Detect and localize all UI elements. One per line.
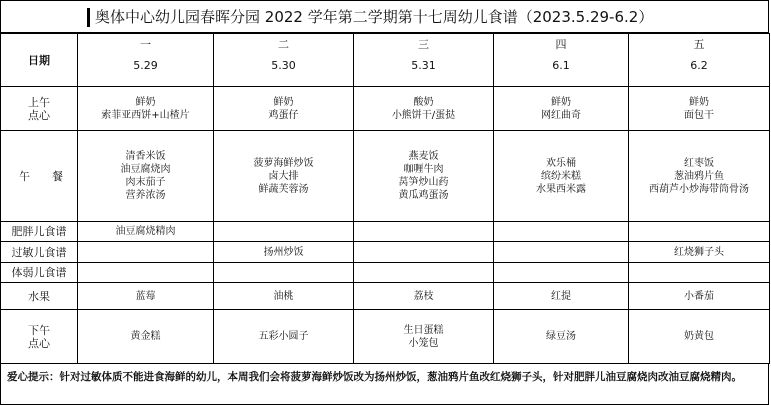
menu-item: 鲜奶: [689, 96, 709, 108]
menu-cell-lunch: [354, 131, 494, 222]
menu-item: 小熊饼干/蛋挞: [391, 109, 456, 121]
menu-cell-snack-pm: [78, 310, 214, 364]
menu-item: 酸奶: [413, 96, 434, 108]
menu-cell-weak: [78, 263, 214, 283]
menu-item: 网红曲奇: [541, 109, 581, 121]
menu-cell-obese: [214, 222, 354, 242]
menu-cell-fruit: [494, 283, 629, 310]
date: 5.30: [271, 59, 296, 72]
menu-item: 燕麦饭: [408, 151, 439, 162]
day-header: [354, 34, 494, 87]
menu-item: 油豆腐烧肉: [120, 164, 171, 175]
title-bar: [0, 0, 769, 33]
menu-item: 索菲亚西饼+山楂片: [101, 109, 190, 121]
menu-cell-obese: [494, 222, 629, 242]
menu-cell-lunch: [78, 131, 214, 222]
row-date: [1, 34, 770, 87]
menu-item: 红烧狮子头: [674, 246, 724, 258]
menu-item: 咖喱牛肉: [403, 164, 444, 175]
menu-item: 扬州炒饭: [263, 246, 304, 258]
notice-text: ：针对过敏体质不能进食海鲜的幼儿，本周我们会将菠萝海鲜炒饭改为扬州炒饭，葱油鸦片鱼改红烧狮子头，针对肥胖儿油豆腐烧肉改油豆腐烧精肉。: [49, 371, 742, 383]
menu-item: 卤大排: [268, 170, 299, 182]
menu-item: 小番茄: [684, 290, 714, 302]
row-label-fruit: 水果: [1, 283, 78, 310]
date: 6.1: [552, 59, 570, 72]
menu-item: 水果西米露: [536, 183, 586, 195]
date: 6.2: [690, 59, 708, 72]
menu-cell-allergy: [214, 242, 354, 263]
row-label-obese: 肥胖儿食谱: [1, 222, 78, 242]
menu-item: 红提: [551, 290, 571, 302]
day-header: [494, 34, 629, 87]
menu-table: [0, 33, 770, 364]
menu-item: 鲜奶: [551, 96, 571, 108]
menu-cell-snack-am: [629, 87, 770, 131]
row-label-lunch: 午 餐: [1, 131, 78, 222]
menu-item: 欢乐桶: [546, 157, 576, 169]
row-label-date: 日期: [1, 34, 78, 87]
weekday: 五: [693, 38, 705, 51]
row-lunch: [1, 131, 770, 222]
menu-item: 红枣饭: [684, 157, 714, 169]
menu-cell-snack-pm: [494, 310, 629, 364]
menu-cell-snack-pm: [354, 310, 494, 364]
menu-item: 绿豆汤: [546, 331, 576, 342]
menu-item: 菠萝海鲜炒饭: [253, 157, 314, 169]
menu-item: 五彩小圆子: [258, 331, 309, 342]
row-label-snack-pm: [1, 310, 78, 364]
menu-cell-snack-am: [214, 87, 354, 131]
menu-cell-allergy: [494, 242, 629, 263]
menu-cell-obese: [354, 222, 494, 242]
menu-item: 黄金糕: [130, 331, 161, 342]
menu-cell-fruit: [354, 283, 494, 310]
menu-cell-allergy: [78, 242, 214, 263]
notice: [0, 363, 769, 405]
menu-cell-obese: [629, 222, 770, 242]
menu-item: 葱油鸦片鱼: [674, 170, 724, 182]
row-allergy: [1, 242, 770, 263]
day-header: [629, 34, 770, 87]
row-snack-pm: [1, 310, 770, 364]
menu-cell-fruit: [214, 283, 354, 310]
menu-cell-snack-pm: [629, 310, 770, 364]
menu-cell-snack-am: [354, 87, 494, 131]
menu-cell-obese: [78, 222, 214, 242]
menu-item: 荔枝: [413, 290, 434, 302]
weekday: 三: [418, 38, 429, 51]
menu-item: 西葫芦小炒海带筒骨汤: [649, 183, 749, 195]
weekday: 一: [140, 38, 151, 51]
menu-cell-snack-am: [494, 87, 629, 131]
menu-item: 黄瓜鸡蛋汤: [398, 190, 449, 201]
title-marker: [87, 8, 90, 27]
row-label-weak: 体弱儿食谱: [1, 263, 78, 283]
menu-item: 鸡蛋仔: [268, 109, 299, 121]
row-label-line: 下午: [28, 323, 50, 337]
menu-cell-weak: [629, 263, 770, 283]
menu-item: 清香米饭: [125, 151, 166, 162]
menu-item: 营养浓汤: [125, 190, 166, 201]
row-weak: [1, 263, 770, 283]
menu-cell-lunch: [494, 131, 629, 222]
menu-item: 鲜奶: [135, 96, 156, 108]
menu-cell-allergy: [629, 242, 770, 263]
menu-item: 鲜奶: [273, 96, 294, 108]
menu-item: 莴笋炒山药: [398, 177, 449, 188]
menu-cell-weak: [494, 263, 629, 283]
menu-cell-allergy: [354, 242, 494, 263]
day-header: [78, 34, 214, 87]
row-label-line: 点心: [28, 108, 50, 122]
date: 5.29: [133, 59, 158, 72]
menu-item: 油桃: [273, 290, 294, 302]
menu-item: 蓝莓: [135, 290, 156, 302]
menu-item: 奶黄包: [684, 331, 714, 342]
menu-cell-weak: [354, 263, 494, 283]
row-label-line: 点心: [28, 336, 50, 350]
menu-cell-weak: [214, 263, 354, 283]
menu-cell-snack-am: [78, 87, 214, 131]
row-snack-am: [1, 87, 770, 131]
menu-cell-lunch: [629, 131, 770, 222]
weekday: 四: [555, 38, 567, 51]
menu-cell-lunch: [214, 131, 354, 222]
row-obese: [1, 222, 770, 242]
menu-item: 肉末茄子: [125, 177, 166, 188]
menu-item: 小笼包: [408, 337, 439, 349]
page-title: 奥体中心幼儿园春晖分园 2022 学年第二学期第十七周幼儿食谱（2023.5.29-6.2）: [95, 8, 654, 26]
weekday: 二: [278, 38, 289, 51]
row-label-allergy: 过敏儿食谱: [1, 242, 78, 263]
menu-cell-snack-pm: [214, 310, 354, 364]
row-label-line: 上午: [28, 95, 50, 109]
menu-item: 生日蛋糕: [403, 324, 444, 336]
row-fruit: [1, 283, 770, 310]
day-header: [214, 34, 354, 87]
notice-label: 爱心提示: [7, 371, 49, 383]
menu-item: 缤纷米糕: [541, 170, 581, 182]
row-label-snack-am: [1, 87, 78, 131]
menu-item: 面包干: [684, 109, 714, 121]
menu-item: 鲜蔬芙蓉汤: [258, 183, 309, 195]
date: 5.31: [411, 59, 436, 72]
menu-cell-fruit: [78, 283, 214, 310]
menu-cell-fruit: [629, 283, 770, 310]
menu-item: 油豆腐烧精肉: [115, 226, 176, 237]
